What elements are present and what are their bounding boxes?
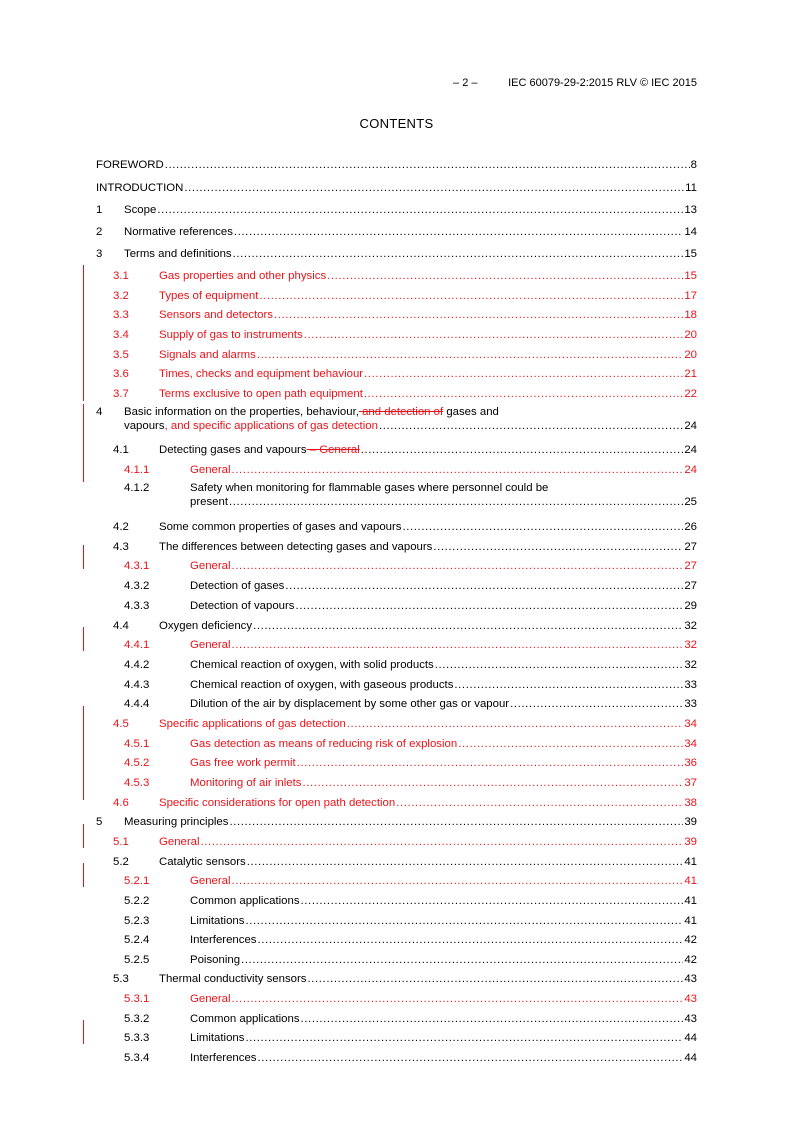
toc-page: 34 <box>684 738 697 750</box>
toc-entry-3-1[interactable] <box>0 265 793 285</box>
standard-reference: IEC 60079-29-2:2015 RLV © IEC 2015 <box>508 77 697 89</box>
toc-page: 14 <box>684 226 697 238</box>
toc-page: 41 <box>684 895 697 907</box>
toc-number: 5.3.3 <box>124 1032 150 1044</box>
toc-number: 4.4.2 <box>124 659 150 671</box>
toc-title: Supply of gas to instruments <box>159 329 303 341</box>
toc-page: 25 <box>684 496 697 508</box>
toc-entry-4-5[interactable] <box>0 713 793 733</box>
toc-number: 4.1 <box>113 444 129 456</box>
toc-title: Gas free work permit <box>190 757 296 769</box>
toc-page: 24 <box>684 444 697 456</box>
toc-entry-4-6[interactable] <box>0 792 793 812</box>
toc-title: Specific considerations for open path detection <box>159 797 396 809</box>
toc-number: 5.3.2 <box>124 1013 150 1025</box>
toc-entry-4-3-2[interactable] <box>0 575 793 595</box>
page-header <box>0 77 697 89</box>
toc-page: 42 <box>684 934 697 946</box>
toc-title: Detecting gases and vapours <box>159 444 307 456</box>
toc-title: Sensors and detectors <box>159 309 273 321</box>
toc-title: Catalytic sensors <box>159 856 246 868</box>
toc-number: 3.5 <box>113 349 129 361</box>
toc-number: 5.2.5 <box>124 954 150 966</box>
toc-page: 24 <box>684 420 697 432</box>
page-number: – 2 – <box>453 77 478 89</box>
toc-number: 4.5 <box>113 718 129 730</box>
toc-title: General <box>190 639 231 651</box>
toc-number: 4.6 <box>113 797 129 809</box>
toc-entry-4-4[interactable] <box>0 615 793 635</box>
toc-page: 39 <box>684 816 697 828</box>
toc-page: 20 <box>684 329 697 341</box>
toc-page: 36 <box>684 757 697 769</box>
toc-number: 3.3 <box>113 309 129 321</box>
toc-entry-5-2-5[interactable] <box>0 949 793 969</box>
toc-entry-4-1-2[interactable] <box>0 477 793 513</box>
toc-entry-4-5-3[interactable] <box>0 772 793 792</box>
deleted-text: and detection of <box>358 406 444 418</box>
toc-title: General <box>190 875 231 887</box>
inserted-text: , and specific applications of gas detection <box>164 420 378 432</box>
toc-entry-2[interactable] <box>0 221 793 241</box>
toc-page: 32 <box>684 620 697 632</box>
toc-number: 4.1.1 <box>124 464 150 476</box>
toc-title: INTRODUCTION <box>96 182 184 194</box>
toc-number: 4.5.1 <box>124 738 150 750</box>
toc-title: General <box>190 560 231 572</box>
toc-title: Interferences <box>190 1052 257 1064</box>
toc-entry-5-2-3[interactable] <box>0 910 793 930</box>
toc-number: 3.7 <box>113 388 129 400</box>
toc-number: 5.3.4 <box>124 1052 150 1064</box>
toc-number: 3.6 <box>113 368 129 380</box>
toc-entry-5-2[interactable] <box>0 851 793 871</box>
toc-number: 5 <box>96 816 103 828</box>
toc-title: Interferences <box>190 934 257 946</box>
toc-number: 5.2.1 <box>124 875 150 887</box>
toc-page: 41 <box>684 856 697 868</box>
toc-title: Limitations <box>190 1032 245 1044</box>
toc-entry-5-1[interactable] <box>0 831 793 851</box>
toc-number: 4.3.3 <box>124 600 150 612</box>
toc-page: 27 <box>684 560 697 572</box>
toc-title: Dilution of the air by displacement by some other gas or vapour <box>190 698 510 710</box>
toc-entry-4-5-1[interactable] <box>0 733 793 753</box>
toc-page: 15 <box>684 248 697 260</box>
toc-page: 44 <box>684 1052 697 1064</box>
toc-page: 44 <box>684 1032 697 1044</box>
toc-page: 26 <box>684 521 697 533</box>
toc-entry-4-1[interactable] <box>0 439 793 459</box>
toc-entry-3-5[interactable] <box>0 344 793 364</box>
toc-page: 33 <box>684 698 697 710</box>
toc-entry-5-3-3[interactable] <box>0 1027 793 1047</box>
toc-number: 5.2 <box>113 856 129 868</box>
toc-entry-5-3[interactable] <box>0 968 793 988</box>
toc-number: 5.2.2 <box>124 895 150 907</box>
toc-entry-4-2[interactable] <box>0 516 793 536</box>
toc-title-line2: present <box>190 496 228 508</box>
toc-page: 20 <box>684 349 697 361</box>
toc-page: 8 <box>690 159 697 171</box>
toc-title: Detection of gases <box>190 580 285 592</box>
toc-number: 5.2.3 <box>124 915 150 927</box>
toc-entry-3-4[interactable] <box>0 324 793 344</box>
toc-entry-3-3[interactable] <box>0 304 793 324</box>
toc-page: 37 <box>684 777 697 789</box>
toc-page: 41 <box>684 875 697 887</box>
toc-title: General <box>190 993 231 1005</box>
toc-number: 4.4.1 <box>124 639 150 651</box>
toc-page: 13 <box>684 204 697 216</box>
toc-page: 18 <box>684 309 697 321</box>
toc-number: 5.3.1 <box>124 993 150 1005</box>
toc-entry-3-7[interactable] <box>0 383 793 403</box>
toc-number: 3.4 <box>113 329 129 341</box>
toc-title: Common applications <box>190 895 300 907</box>
toc-entry-4[interactable] <box>0 401 793 437</box>
toc-title: Oxygen deficiency <box>159 620 253 632</box>
toc-entry-5[interactable] <box>0 811 793 831</box>
toc-entry-5-3-4[interactable] <box>0 1047 793 1067</box>
toc-page: 43 <box>684 993 697 1005</box>
toc-title: Signals and alarms <box>159 349 256 361</box>
toc-page: 15 <box>684 270 697 282</box>
toc-number: 4.5.3 <box>124 777 150 789</box>
toc-title: Limitations <box>190 915 245 927</box>
toc-title: The differences between detecting gases and vapours <box>159 541 433 553</box>
toc-entry-5-3-1[interactable] <box>0 988 793 1008</box>
toc-page: 42 <box>684 954 697 966</box>
toc-title: Measuring principles <box>124 816 229 828</box>
toc-entry-3-2[interactable] <box>0 285 793 305</box>
toc-title: Thermal conductivity sensors <box>159 973 307 985</box>
toc-page: 43 <box>684 1013 697 1025</box>
toc-entry-5-2-4[interactable] <box>0 929 793 949</box>
toc-title: FOREWORD <box>96 159 164 171</box>
toc-title: Terms and definitions <box>124 248 232 260</box>
toc-page: 21 <box>684 368 697 380</box>
toc-entry-4-3-1[interactable] <box>0 555 793 575</box>
toc-page: 34 <box>684 718 697 730</box>
toc-page: 33 <box>684 679 697 691</box>
toc-number: 1 <box>96 204 103 216</box>
toc-entry-introduction[interactable] <box>0 177 793 197</box>
toc-page: 27 <box>684 541 697 553</box>
page-title: CONTENTS <box>359 116 434 131</box>
toc-title: Some common properties of gases and vapours <box>159 521 402 533</box>
toc-title: Detection of vapours <box>190 600 295 612</box>
toc-number: 3.1 <box>113 270 129 282</box>
toc-page: 38 <box>684 797 697 809</box>
toc-number: 2 <box>96 226 103 238</box>
toc-page: 29 <box>684 600 697 612</box>
toc-page: 39 <box>684 836 697 848</box>
toc-number: 4.4.3 <box>124 679 150 691</box>
toc-number: 4.3.1 <box>124 560 150 572</box>
toc-title: Gas detection as means of reducing risk of explosion <box>190 738 458 750</box>
toc-title: Chemical reaction of oxygen, with gaseous products <box>190 679 454 691</box>
deleted-text: – General <box>306 444 360 456</box>
toc-number: 4.2 <box>113 521 129 533</box>
toc-entry-4-4-1[interactable] <box>0 634 793 654</box>
toc-entry-4-3-3[interactable] <box>0 595 793 615</box>
toc-title-cont: gases and <box>443 406 499 418</box>
toc-title: Safety when monitoring for flammable gases where personnel could be <box>190 482 549 494</box>
toc-title: Gas properties and other physics <box>159 270 327 282</box>
toc-entry-3-6[interactable] <box>0 363 793 383</box>
toc-number: 5.1 <box>113 836 129 848</box>
toc-title: General <box>159 836 200 848</box>
toc-entry-5-2-1[interactable] <box>0 870 793 890</box>
toc-number: 4.3.2 <box>124 580 150 592</box>
toc-title: Common applications <box>190 1013 300 1025</box>
toc-page: 22 <box>684 388 697 400</box>
toc-number: 4.4.4 <box>124 698 150 710</box>
toc-title: Monitoring of air inlets <box>190 777 302 789</box>
toc-title: Times, checks and equipment behaviour <box>159 368 364 380</box>
toc-entry-foreword[interactable] <box>0 154 793 174</box>
toc-page: 32 <box>684 659 697 671</box>
toc-number: 4.4 <box>113 620 129 632</box>
toc-number: 4 <box>96 406 103 418</box>
toc-page: 17 <box>684 290 697 302</box>
toc-title: Basic information on the properties, behaviour, <box>124 406 359 418</box>
toc-number: 5.3 <box>113 973 129 985</box>
toc-page: 24 <box>684 464 697 476</box>
toc-title: General <box>190 464 231 476</box>
toc-title: Scope <box>124 204 157 216</box>
toc-page: 11 <box>685 182 697 194</box>
toc-page: 41 <box>684 915 697 927</box>
toc-entry-1[interactable] <box>0 199 793 219</box>
toc-title: Types of equipment <box>159 290 259 302</box>
toc-page: 27 <box>684 580 697 592</box>
toc-title: Chemical reaction of oxygen, with solid products <box>190 659 434 671</box>
toc-number: 3 <box>96 248 103 260</box>
toc-entry-5-3-2[interactable] <box>0 1008 793 1028</box>
toc-entry-4-1-1[interactable] <box>0 459 793 479</box>
toc-title: Terms exclusive to open path equipment <box>159 388 363 400</box>
toc-number: 3.2 <box>113 290 129 302</box>
toc-title-line2: vapours <box>124 420 165 432</box>
toc-entry-4-4-4[interactable] <box>0 693 793 713</box>
toc-page: 32 <box>684 639 697 651</box>
toc-number: 4.1.2 <box>124 482 150 494</box>
toc-entry-4-4-3[interactable] <box>0 674 793 694</box>
toc-entry-4-5-2[interactable] <box>0 752 793 772</box>
toc-entry-4-3[interactable] <box>0 536 793 556</box>
toc-entry-4-4-2[interactable] <box>0 654 793 674</box>
toc-number: 4.3 <box>113 541 129 553</box>
toc-title: Poisoning <box>190 954 241 966</box>
toc-entry-5-2-2[interactable] <box>0 890 793 910</box>
toc-number: 5.2.4 <box>124 934 150 946</box>
toc-number: 4.5.2 <box>124 757 150 769</box>
toc-title: Specific applications of gas detection <box>159 718 346 730</box>
toc-page: 43 <box>684 973 697 985</box>
toc-title: Normative references <box>124 226 233 238</box>
toc-entry-3[interactable] <box>0 243 793 263</box>
